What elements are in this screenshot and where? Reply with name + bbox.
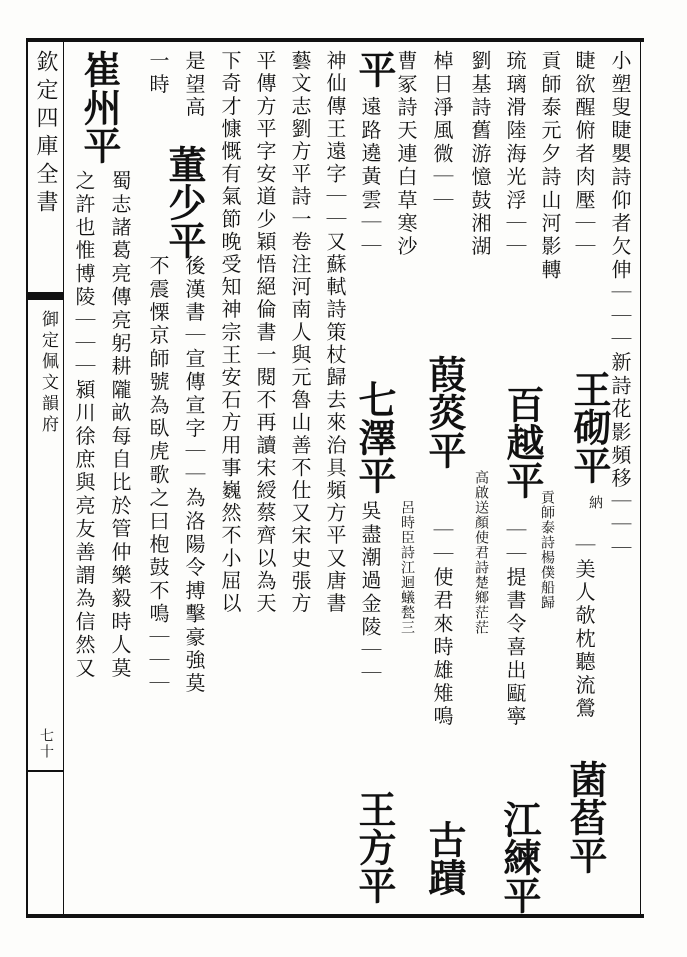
text-column: 藝文志劉方平詩一卷注河南人與元魯山善不仕又宋史張方	[288, 50, 312, 615]
text-column-tail: 吳盡潮過金陵｜｜	[358, 500, 382, 686]
text-column-tail: ｜｜提書令喜出甌寧	[503, 520, 527, 729]
page-number: 七十	[38, 728, 54, 760]
headword: 董少平	[162, 145, 207, 259]
text-column-tail: 貢師泰詩楊僕船歸	[539, 490, 555, 610]
text-column-tail: 納	[587, 495, 603, 510]
text-column: 一時	[146, 50, 170, 97]
text-column-tail: 呂時臣詩江迴蟻甃三	[399, 500, 415, 635]
text-column: 是望高	[182, 50, 206, 120]
text-column: 神仙傳王遠字｜｜又蘇軾詩策杖歸去來治具頻方平又唐書	[323, 50, 347, 615]
text-column-tail: ｜｜使君來時雄雉鳴	[430, 520, 454, 729]
headword: 菌萏平	[563, 760, 608, 874]
outer-rule-left	[26, 38, 28, 914]
headword: 崔州平	[77, 50, 122, 164]
text-column: 曹冢詩天連白草寒沙	[394, 50, 418, 259]
text-column: 遠路遶黃雲｜｜	[358, 96, 382, 259]
text-column: 下奇才慷慨有氣節晚受知神宗王安石方用事巍然不小屈以	[218, 50, 242, 615]
margin-rule	[63, 38, 64, 914]
text-column: 琉璃滑陸海光浮｜｜	[503, 50, 527, 259]
text-column: 棹日淨風微｜｜	[430, 50, 454, 213]
text-column: 蜀志諸葛亮傳亮躬耕隴畝每自比於管仲樂毅時人莫	[108, 170, 132, 681]
lower-margin-mark	[27, 770, 63, 772]
headword: 葭菼平	[422, 355, 467, 469]
text-column-tail: 不震慄京師號為臥虎歌之曰枹鼓不鳴｜｜｜	[146, 255, 170, 696]
headword: 王砌平	[567, 370, 612, 484]
text-column-tail: 後漢書｜宣傳宣字｜｜為洛陽令搏擊豪強莫	[182, 255, 206, 696]
text-column: 睫欲醒俯者肉壓｜｜	[572, 50, 596, 259]
headword: 古蹟	[422, 820, 467, 896]
text-column: 劉基詩舊游憶鼓湘湖	[468, 50, 492, 259]
book-title: 欽定四庫全書	[33, 50, 58, 218]
text-column-tail: 高啟送顏使君詩楚鄉茫茫	[473, 470, 489, 635]
headword: 江練平	[497, 800, 542, 914]
headword: 平	[352, 50, 397, 88]
volume-title: 御定佩文韻府	[38, 310, 58, 436]
headword: 王方平	[352, 790, 397, 904]
headword: 七澤平	[352, 380, 397, 494]
text-column: 貢師泰元夕詩山河影轉	[538, 50, 562, 282]
text-column-tail: ｜美人欹枕聽流鶯	[572, 535, 596, 721]
fish-tail-mark	[27, 292, 63, 300]
text-column: 平傳方平字安道少穎悟絕倫書一閱不再讀宋綬蔡齊以為天	[253, 50, 277, 615]
headword: 百越平	[500, 385, 545, 499]
outer-rule-right	[640, 38, 641, 914]
text-column: 小塑叟睫嬰詩仰者欠伸｜｜｜新詩花影頻移｜｜｜	[608, 50, 632, 561]
text-column: 之許也惟博陵｜｜｜潁川徐庶與亮友善謂為信然又	[72, 170, 96, 681]
